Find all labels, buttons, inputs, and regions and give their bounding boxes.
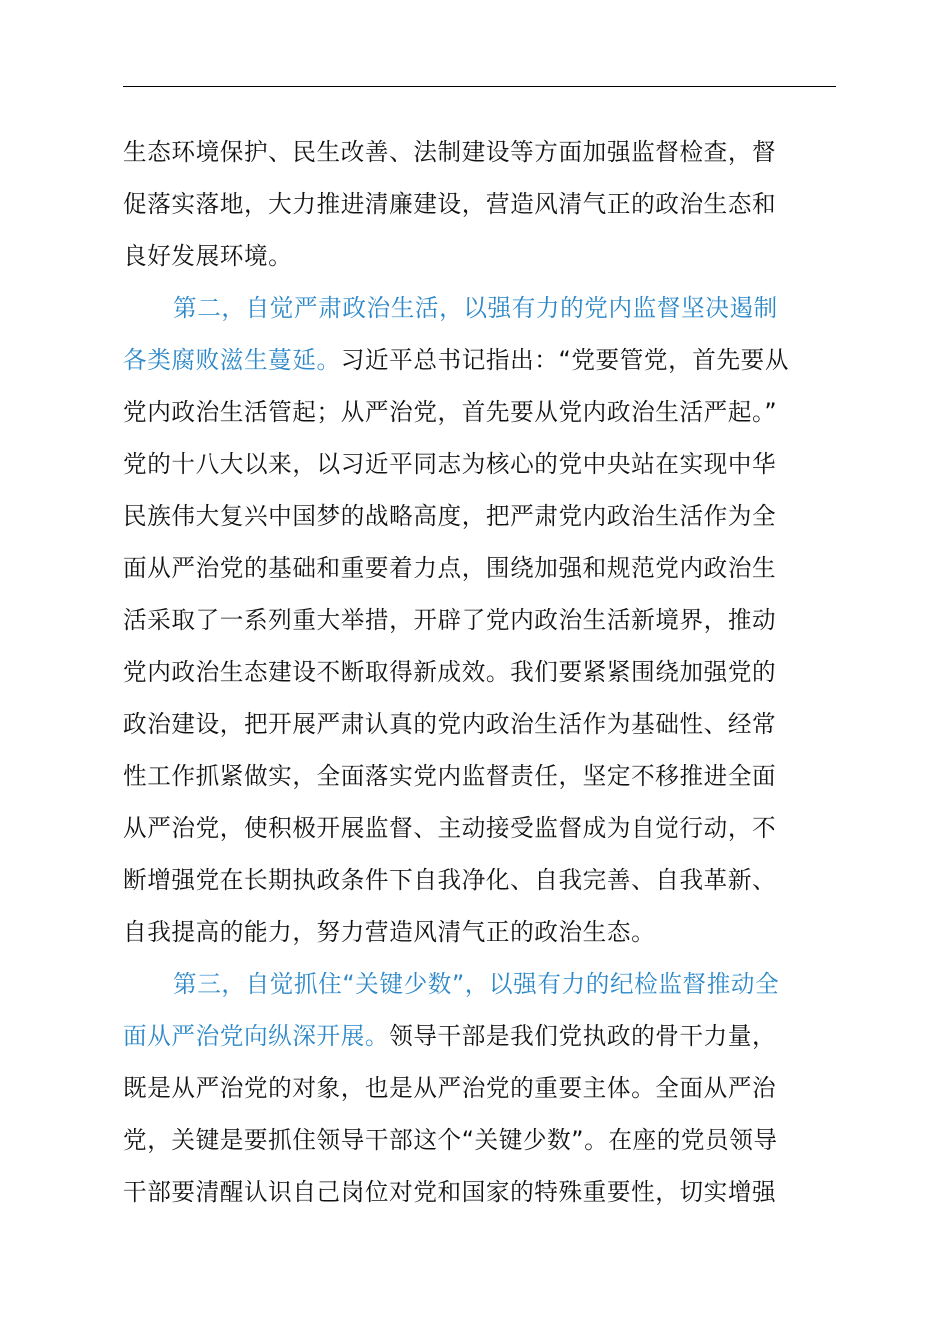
paragraph-text: 党内政治生活管起；从严治党，首先要从党内政治生活严起。” [123,398,778,426]
paragraph-text: 性工作抓紧做实，全面落实党内监督责任，坚定不移推进全面 [123,762,777,790]
paragraph-text: 断增强党在长期执政条件下自我净化、自我完善、自我革新、 [123,866,777,894]
text-line [123,594,836,646]
text-line [123,178,836,230]
header-rule [123,86,836,87]
paragraph-text: 领导干部是我们党执政的骨干力量， [389,1022,777,1050]
paragraph-text: 良好发展环境。 [123,242,293,270]
paragraph-text: 政治建设，把开展严肃认真的党内政治生活作为基础性、经常 [123,710,777,738]
text-line [123,854,836,906]
text-line [123,386,836,438]
paragraph-text: 党内政治生态建设不断取得新成效。我们要紧紧围绕加强党的 [123,658,777,686]
text-line [123,282,836,334]
text-line [123,542,836,594]
text-line [123,334,836,386]
highlighted-heading-text: 第三，自觉抓住“关键少数”，以强有力的纪检监督推动全 [173,970,780,998]
paragraph-text: 促落实落地，大力推进清廉建设，营造风清气正的政治生态和 [123,190,777,218]
highlighted-heading-text: 第二，自觉严肃政治生活，以强有力的党内监督坚决遏制 [173,294,778,322]
paragraph-text: 自我提高的能力，努力营造风清气正的政治生态。 [123,918,656,946]
paragraph-text: 党的十八大以来，以习近平同志为核心的党中央站在实现中华 [123,450,777,478]
text-line [123,438,836,490]
text-line [123,230,836,282]
paragraph-text: 从严治党，使积极开展监督、主动接受监督成为自觉行动，不 [123,814,777,842]
highlighted-heading-text: 各类腐败滋生蔓延。 [123,346,341,374]
text-line [123,802,836,854]
text-line [123,698,836,750]
paragraph-text: 党，关键是要抓住领导干部这个“关键少数”。在座的党员领导 [123,1126,778,1154]
paragraph-text: 习近平总书记指出：“党要管党，首先要从 [340,346,790,374]
text-line [123,1166,836,1218]
paragraph-text: 面从严治党的基础和重要着力点，围绕加强和规范党内政治生 [123,554,777,582]
paragraph-text: 民族伟大复兴中国梦的战略高度，把严肃党内政治生活作为全 [123,502,777,530]
text-line [123,1062,836,1114]
text-line [123,1114,836,1166]
paragraph-text: 生态环境保护、民生改善、法制建设等方面加强监督检查，督 [123,138,777,166]
text-line [123,958,836,1010]
text-line [123,490,836,542]
text-line [123,906,836,958]
text-line [123,1010,836,1062]
paragraph-text: 既是从严治党的对象，也是从严治党的重要主体。全面从严治 [123,1074,777,1102]
text-line [123,646,836,698]
text-line [123,126,836,178]
paragraph-text: 活采取了一系列重大举措，开辟了党内政治生活新境界，推动 [123,606,777,634]
highlighted-heading-text: 面从严治党向纵深开展。 [123,1022,390,1050]
body-text [123,126,836,1218]
text-line [123,750,836,802]
paragraph-text: 干部要清醒认识自己岗位对党和国家的特殊重要性，切实增强 [123,1178,777,1206]
